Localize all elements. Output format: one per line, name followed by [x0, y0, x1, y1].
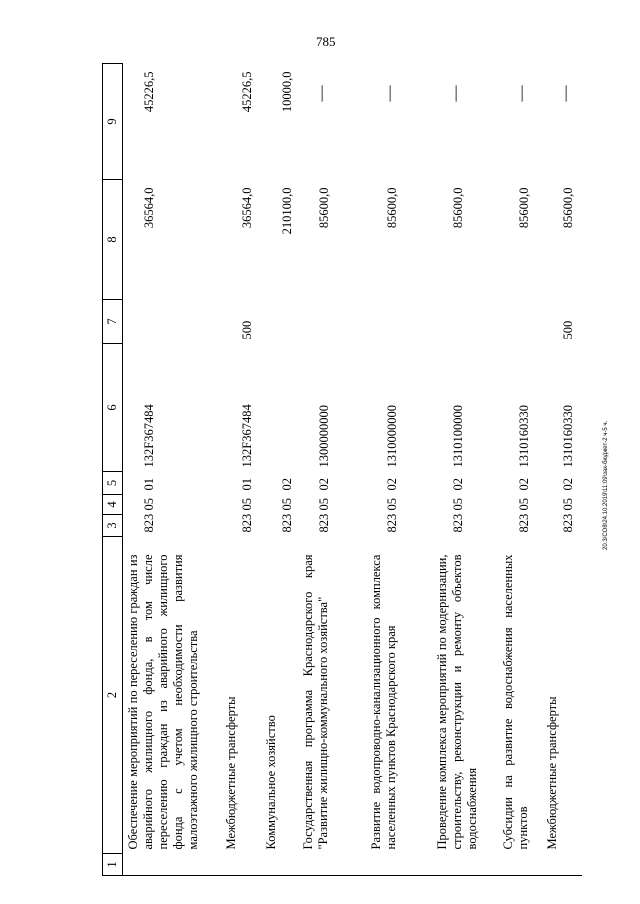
row-index-cell [221, 854, 261, 876]
col8-cell: 85600,0 [316, 187, 331, 229]
row-index-cell [498, 854, 542, 876]
row-name-cell: Проведение комплекса мероприятий по модернизации, строительству, реконструкции и ремонту объектов водоснабжения [434, 554, 479, 850]
col7-cell: 500 [239, 320, 254, 340]
header-cell: 7 [103, 300, 123, 344]
row-index-cell [298, 854, 366, 876]
header-cell: 5 [103, 472, 123, 495]
col6-cell [261, 344, 298, 472]
col3-cell: 823 [316, 513, 331, 533]
col7-cell [366, 300, 432, 344]
row-name-cell: Государственная программа Краснодарского края "Развитие жилищно-коммунального хозяйства" [300, 554, 330, 850]
table-row [123, 64, 221, 876]
col4-cell: 05 [516, 498, 531, 511]
col3-cell: 823 [239, 513, 254, 533]
col9-cell: — [312, 85, 330, 102]
row-name-cell: Обеспечение мероприятий по переселению граждан из аварийного жилищного фонда, в том числе переселению граждан из аварийного жилищного фонда с учетом необходимости развития малоэтажного жилищного строительства [126, 554, 200, 850]
row-index-cell [432, 854, 498, 876]
row-name-cell: Развитие водопроводно-канализационного комплекса населенных пунктов Краснодарского края [368, 554, 398, 850]
col9-cell: 45226,5 [142, 71, 156, 113]
col6-cell: 1310160330 [516, 405, 531, 468]
col9-cell: — [380, 85, 398, 102]
header-cell: 1 [103, 854, 123, 876]
col7-cell [261, 300, 298, 344]
col9-cell: — [512, 85, 530, 102]
col3-cell: 823 [516, 513, 531, 533]
header-cell: 4 [103, 495, 123, 515]
row-index-cell [123, 854, 221, 876]
col8-cell: 85600,0 [384, 187, 399, 229]
col4-cell: 05 [384, 498, 399, 511]
page-number: 785 [316, 34, 336, 49]
header-cell: 3 [103, 515, 123, 537]
col6-cell: 132F367484 [239, 404, 254, 468]
col4-cell: 05 [239, 498, 254, 511]
table-row [498, 64, 542, 876]
col3-cell: 823 [560, 513, 575, 533]
rotated-table-container [102, 64, 604, 876]
table-row [221, 64, 261, 876]
side-stamp: 20.3/CO8\24.10.2019\11:09\зак-бюджет-2 ч-5 ч. [603, 420, 609, 550]
col3-cell: 823 [142, 513, 156, 533]
header-cell: 9 [103, 64, 123, 180]
col6-cell: 1310000000 [384, 405, 399, 468]
col8-cell: 210100,0 [279, 187, 294, 235]
col3-cell: 823 [384, 513, 399, 533]
row-name-cell: Субсидии на развитие водоснабжения населенных пунктов [500, 554, 530, 850]
col5-cell: 02 [279, 478, 294, 491]
table-row [366, 64, 432, 876]
header-cell: 6 [103, 344, 123, 472]
table-row [261, 64, 298, 876]
col7-cell: 500 [560, 320, 575, 340]
row-name-cell: Коммунальное хозяйство [263, 715, 278, 850]
table-row [298, 64, 366, 876]
col8-cell: 85600,0 [450, 187, 465, 229]
col7-cell [432, 300, 498, 344]
header-cell: 2 [103, 537, 123, 854]
col9-cell: — [446, 85, 464, 102]
row-index-cell [366, 854, 432, 876]
col6-cell: 1310160330 [560, 405, 575, 468]
row-name-cell: Межбюджетные трансферты [223, 696, 238, 850]
col4-cell: 05 [560, 498, 575, 511]
col5-cell: 02 [516, 478, 531, 491]
col7-cell [123, 300, 221, 344]
col8-cell: 36564,0 [239, 187, 254, 229]
col7-cell [498, 300, 542, 344]
col7-cell [298, 300, 366, 344]
col5-cell: 02 [450, 478, 465, 491]
col5-cell: 01 [142, 478, 156, 491]
col5-cell: 02 [316, 478, 331, 491]
col4-cell: 05 [450, 498, 465, 511]
col9-cell: 45226,5 [239, 71, 254, 113]
col8-cell: 85600,0 [560, 187, 575, 229]
table-row [542, 64, 582, 876]
col3-cell: 823 [279, 513, 294, 533]
col4-cell: 05 [279, 498, 294, 511]
col6-cell: 1310100000 [450, 405, 465, 468]
col6-cell: 1300000000 [316, 405, 331, 468]
col9-cell: — [556, 85, 574, 102]
col5-cell: 02 [560, 478, 575, 491]
row-index-cell [261, 854, 298, 876]
col5-cell: 02 [384, 478, 399, 491]
col5-cell: 01 [239, 478, 254, 491]
header-cell: 8 [103, 180, 123, 300]
row-name-cell: Межбюджетные трансферты [544, 696, 559, 850]
budget-table [102, 63, 582, 876]
col3-cell: 823 [450, 513, 465, 533]
col8-cell: 36564,0 [142, 187, 156, 229]
row-index-cell [542, 854, 582, 876]
header-row [103, 64, 123, 876]
col4-cell: 05 [316, 498, 331, 511]
col8-cell: 85600,0 [516, 187, 531, 229]
table-row [432, 64, 498, 876]
col4-cell: 05 [142, 498, 156, 511]
col6-cell: 132F367484 [142, 404, 156, 468]
col9-cell: 10000,0 [279, 71, 294, 113]
